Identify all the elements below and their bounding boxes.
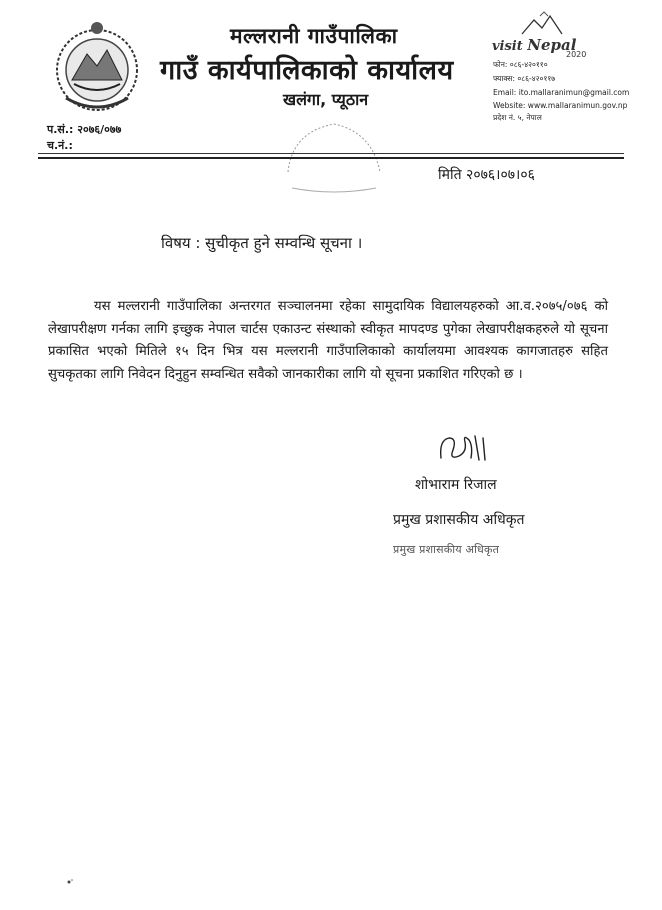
contact-phone: फोन: ०८६-४२०११० xyxy=(493,60,548,69)
faint-office-stamp xyxy=(282,112,386,196)
signatory-stamp: प्रमुख प्रशासकीय अधिकृत xyxy=(393,543,500,556)
handwritten-signature xyxy=(433,430,493,470)
nepal-government-emblem xyxy=(52,18,142,114)
visit-prefix: visit xyxy=(492,39,523,54)
signatory-title: प्रमुख प्रशासकीय अधिकृत xyxy=(393,512,525,528)
visit-brand: Nepal xyxy=(527,36,577,54)
letter-date: मिति २०७६।०७।०६ xyxy=(438,167,535,183)
visit-nepal-text xyxy=(492,36,576,54)
letter-number: प.सं.: २०७६/०७७ xyxy=(47,123,122,136)
municipality-name: मल्लरानी गाउँपालिका xyxy=(230,24,398,48)
letter-subject: विषय : सुचीकृत हुने सम्वन्धि सूचना । xyxy=(161,234,363,252)
contact-website: Website: www.mallaranimun.gov.np xyxy=(493,101,628,110)
notice-body: यस मल्लरानी गाउँपालिका अन्तरगत सञ्चालनमा रहेका सामुदायिक विद्यालयहरुको आ.व.२०७५/०७६ को लेखापरीक्षण गर्नका लागि इच्छुक नेपाल चार्टस एकाउन्ट संस्थाको स्वीकृत मापदण्ड पुगेका लेखापरीक्षकहरुले यो सूचना प्रकासित भएको मितिले १५ दिन भित्र यस मल्लरानी गाउँपालिकाको कार्यालयमा आवश्यक कागजातहरु सहित सुचकृतका लागि निवेदन दिनुहुन सम्वन्धित सवैको जानकारीका लागि यो सूचना प्रकाशित गरिएको छ । xyxy=(48,299,608,382)
dispatch-number: च.नं.: xyxy=(47,139,73,152)
header-divider-thick xyxy=(38,157,624,159)
header-divider-thin xyxy=(38,153,624,154)
scan-speck xyxy=(66,878,74,886)
office-location: खलंगा, प्यूठान xyxy=(283,90,369,109)
office-name: गाउँ कार्यपालिकाको कार्यालय xyxy=(160,55,454,86)
contact-email: Email: ito.mallaranimun@gmail.com xyxy=(493,88,630,97)
visit-year: 2020 xyxy=(566,50,587,59)
contact-province: प्रदेश नं. ५, नेपाल xyxy=(493,113,542,122)
contact-fax: फ्याक्स: ०८६-४२०११७ xyxy=(493,74,556,83)
signatory-name: शोभाराम रिजाल xyxy=(415,477,497,493)
